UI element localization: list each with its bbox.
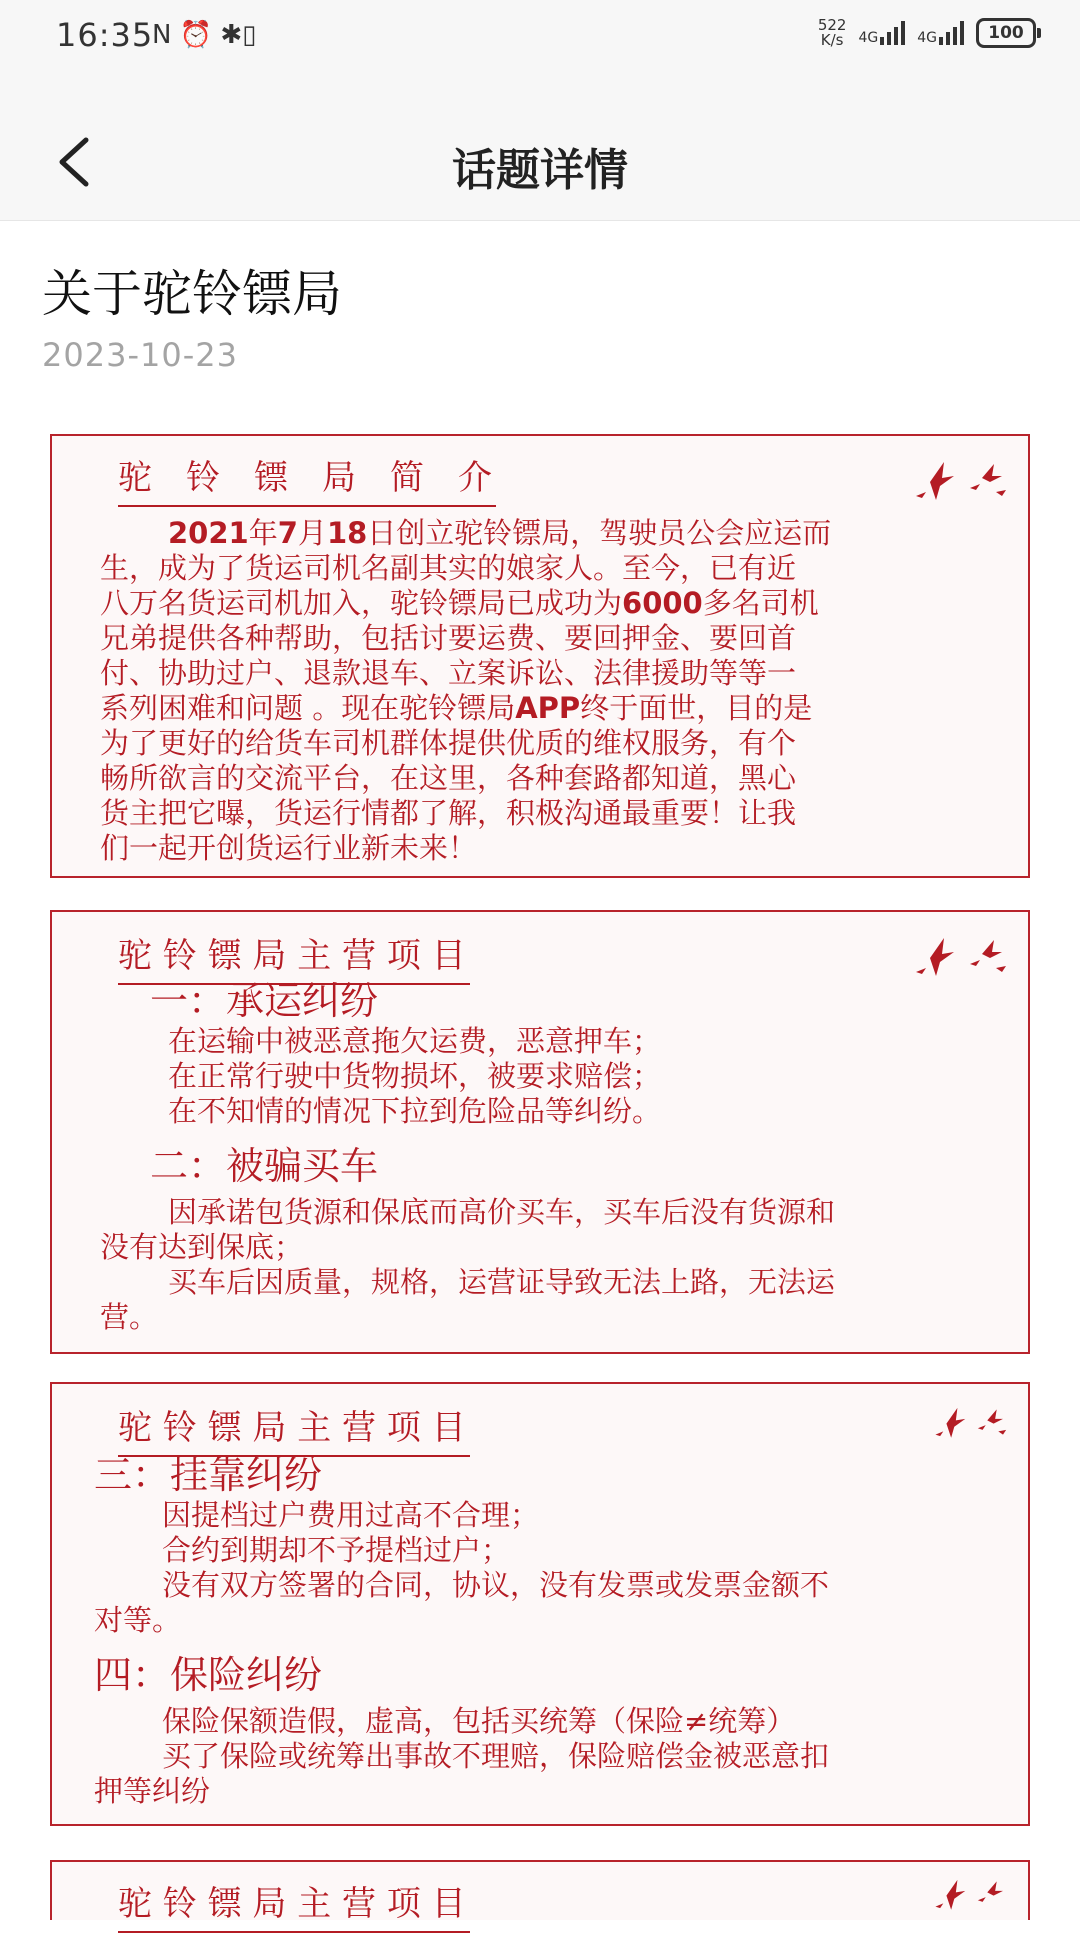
section-item: 押等纠纷 (94, 1774, 211, 1808)
status-notification-icons: N ⏰ ✱▯ (152, 20, 257, 50)
intro-app: APP (515, 691, 581, 725)
intro-line: 畅所欲言的交流平台，在这里，各种套路都知道，黑心 (100, 761, 797, 795)
birds-icon (910, 928, 1010, 984)
intro-count: 6000 (622, 586, 703, 620)
status-bar (0, 0, 1080, 72)
section-item: 买车后因质量，规格，运营证导致无法上路，无法运 (168, 1265, 836, 1299)
intro-line-3-head: 八万名货运司机加入，驼铃镖局已成功为 (100, 586, 623, 620)
status-time: 16:35 (56, 16, 154, 54)
intro-line-6-tail: 终于面世，目的是 (580, 691, 813, 725)
intro-line: 兄弟提供各种帮助，包括讨要运费、要回押金、要回首 (100, 621, 797, 655)
intro-line-6-head: 系列困难和问题 。现在驼铃镖局 (100, 691, 516, 725)
section-heading: 四：保险纠纷 (94, 1653, 323, 1697)
section-item: 没有达到保底； (100, 1230, 304, 1264)
projects-1-text (100, 978, 1010, 1335)
network-type-1: 4G (858, 30, 879, 46)
net-speed-unit: K/s (820, 31, 844, 49)
section-item: 因承诺包货源和保底而高价买车，买车后没有货源和 (168, 1195, 836, 1229)
app-header (0, 72, 1080, 221)
status-right-cluster (818, 18, 1036, 48)
section-heading: 二：被骗买车 (150, 1144, 379, 1188)
battery-icon: 100 (976, 18, 1036, 48)
section-item: 保险保额造假，虚高，包括买统筹（保险≠统筹） (162, 1704, 796, 1738)
intro-line: 们一起开创货运行业新未来！ (100, 831, 478, 865)
intro-line: 为了更好的给货车司机群体提供优质的维权服务，有个 (100, 726, 797, 760)
intro-line: 货主把它曝，货运行情都了解，积极沟通最重要！让我 (100, 796, 797, 830)
card-title: 驼 铃 镖 局 主 营 项 目 (118, 1400, 470, 1457)
intro-year-unit: 年 (248, 516, 278, 550)
intro-line-1 (100, 516, 1000, 551)
intro-line: 付、协助过户、退款退车、立案诉讼、法律援助等等一 (100, 656, 797, 690)
intro-line-3-tail: 多名司机 (702, 586, 819, 620)
projects-card-2-image (50, 1382, 1030, 1826)
network-type-2: 4G (917, 30, 937, 46)
section-item: 没有双方签署的合同，协议，没有发票或发票金额不 (162, 1568, 830, 1602)
section-heading: 一：承运纠纷 (150, 979, 379, 1023)
section-item: 在不知情的情况下拉到危险品等纠纷。 (168, 1094, 662, 1128)
intro-line: 生，成为了货运司机名副其实的娘家人。至今，已有近 (100, 551, 797, 585)
birds-icon (930, 1400, 1010, 1444)
intro-month-unit: 月 (297, 516, 327, 550)
signal-bars-icon (939, 21, 964, 45)
card-title: 驼 铃 镖 局 主 营 项 目 (118, 928, 470, 985)
section-item: 营。 (100, 1300, 159, 1334)
article-title: 关于驼铃镖局 (42, 265, 342, 323)
intro-text (100, 516, 1000, 866)
intro-card-image (50, 434, 1030, 878)
net-speed (818, 18, 847, 48)
signal-2 (917, 21, 964, 45)
section-item: 对等。 (94, 1603, 182, 1637)
intro-line (100, 586, 1000, 621)
article-date: 2023-10-23 (42, 336, 238, 374)
section-item: 因提档过户费用过高不合理； (162, 1498, 540, 1532)
intro-year: 2021 (168, 516, 249, 550)
birds-icon (930, 1872, 1010, 1916)
signal-bars-icon (880, 21, 905, 45)
signal-1 (858, 21, 905, 45)
section-item: 买了保险或统筹出事故不理赔，保险赔偿金被恶意扣 (162, 1739, 830, 1773)
section-item: 在正常行驶中货物损坏，被要求赔偿； (168, 1059, 662, 1093)
net-speed-value: 522 (817, 16, 847, 34)
card-title: 驼 铃 镖 局 简 介 (118, 450, 496, 507)
intro-day: 18 (326, 516, 368, 550)
projects-card-3-image (50, 1860, 1030, 1924)
intro-line (100, 691, 1000, 726)
section-heading: 三：挂靠纠纷 (94, 1453, 323, 1497)
page-title: 话题详情 (452, 145, 628, 196)
projects-card-1-image (50, 910, 1030, 1354)
card-title: 驼 铃 镖 局 主 营 项 目 (118, 1876, 470, 1933)
section-item: 在运输中被恶意拖欠运费，恶意押车； (168, 1024, 662, 1058)
intro-line-1-tail: 日创立驼铃镖局，驾驶员公会应运而 (367, 516, 832, 550)
intro-month: 7 (277, 516, 298, 550)
section-item: 合约到期却不予提档过户； (162, 1533, 511, 1567)
projects-2-text (94, 1452, 1014, 1809)
birds-icon (910, 452, 1010, 508)
